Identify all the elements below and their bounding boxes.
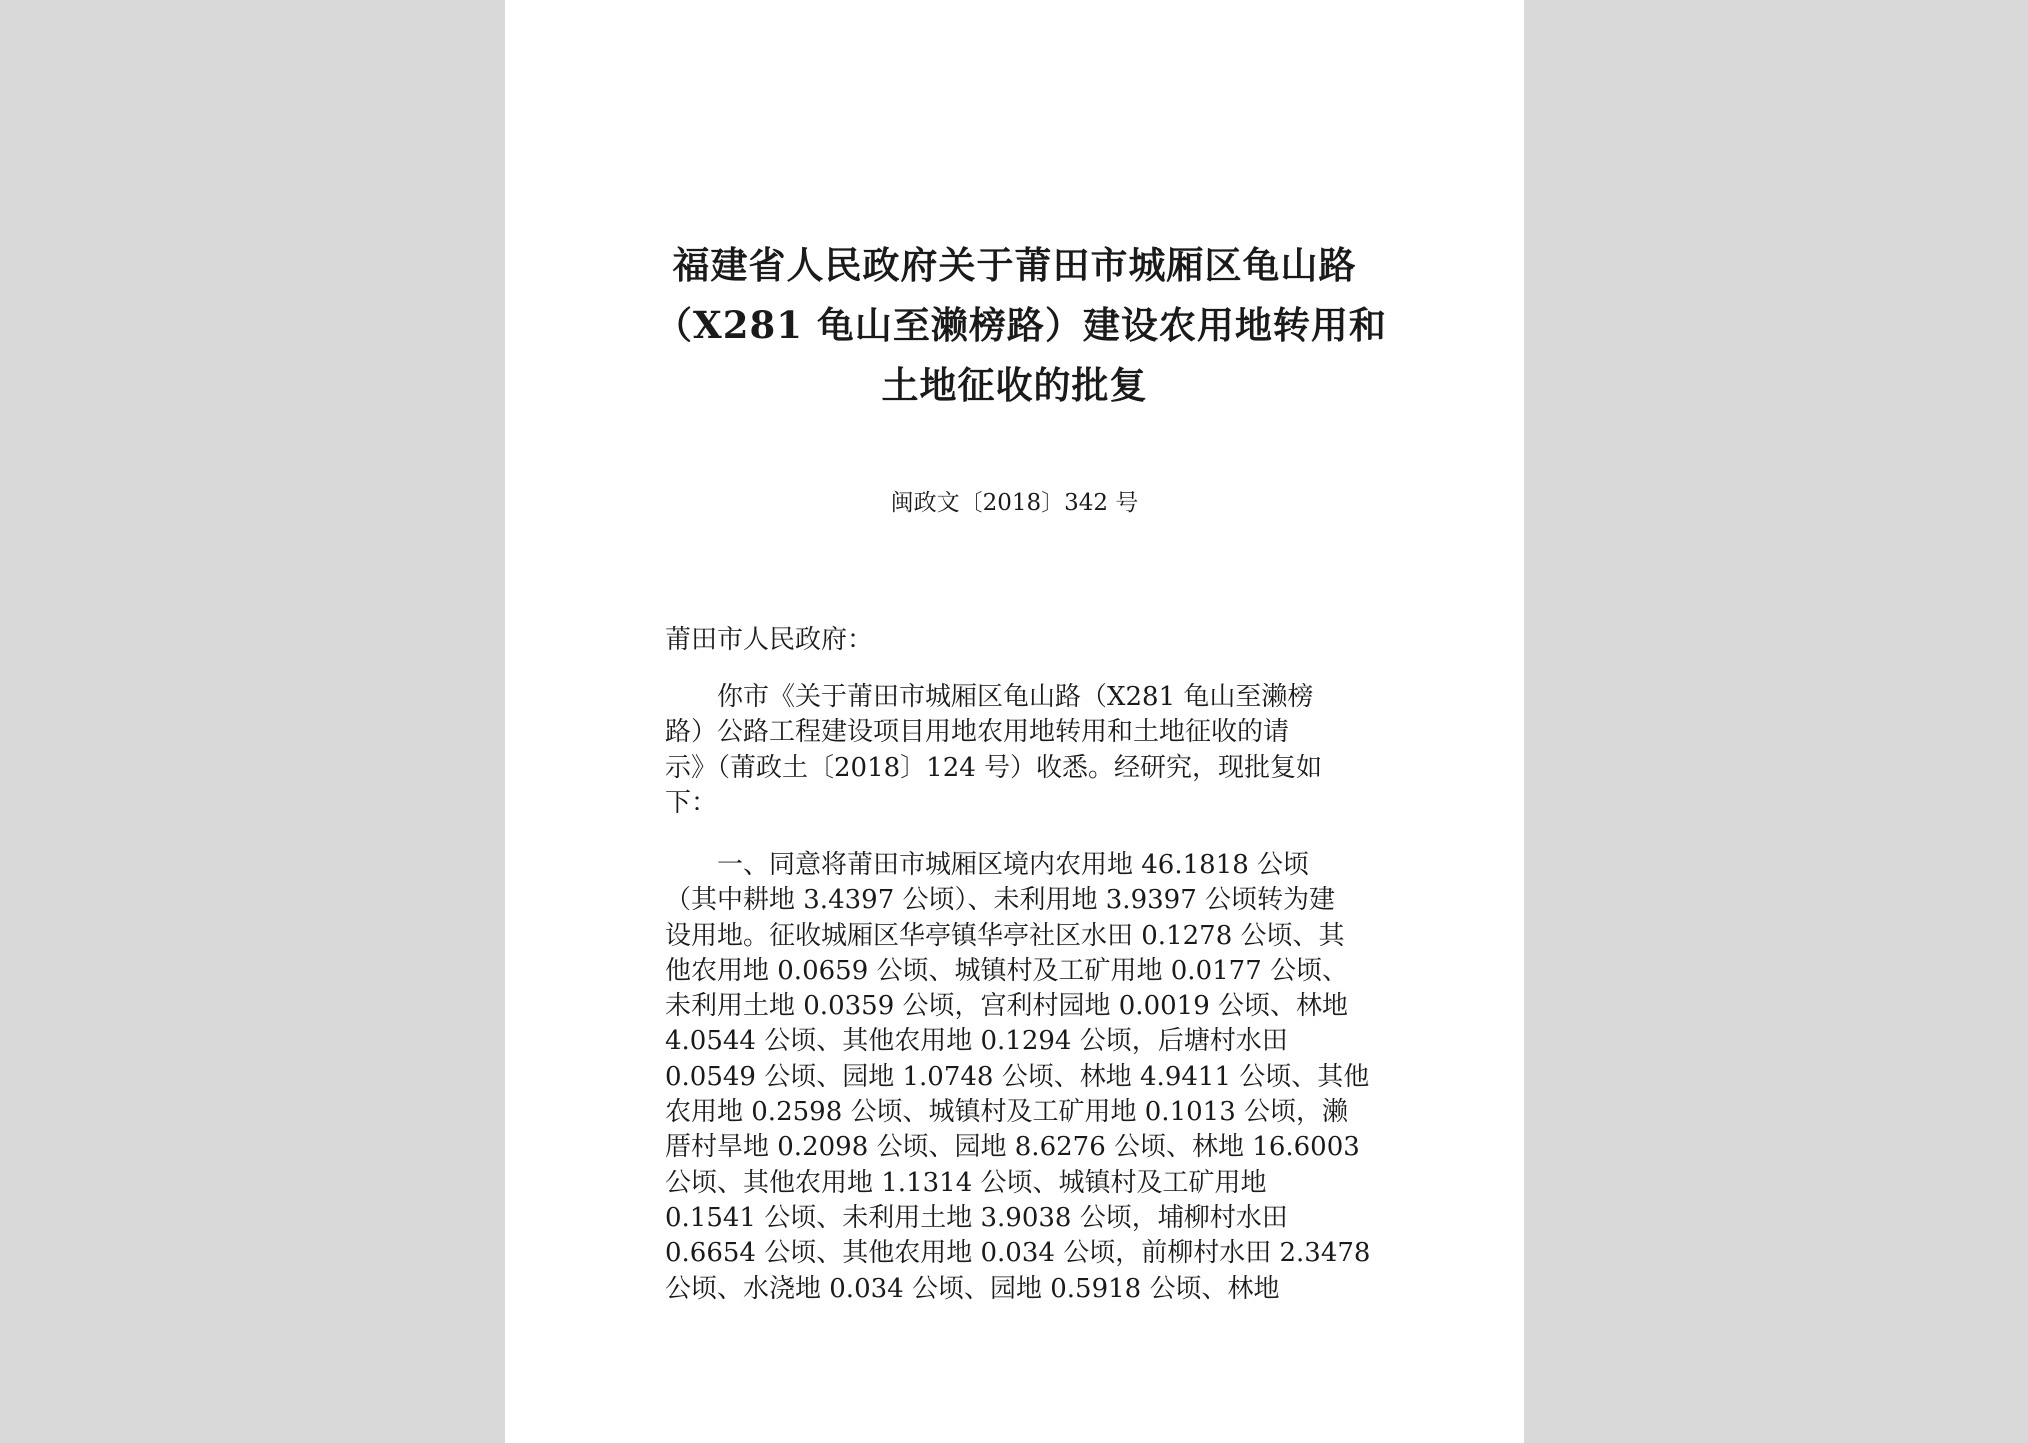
text-line: 他农用地 0.0659 公顷、城镇村及工矿用地 0.0177 公顷、: [665, 955, 1349, 986]
document-page: [505, 0, 1524, 1443]
text-line: 4.0544 公顷、其他农用地 0.1294 公顷，后塘村水田: [665, 1026, 1288, 1057]
document-title: [655, 235, 1387, 415]
text-line: 一、同意将莆田市城厢区境内农用地 46.1818 公顷: [665, 850, 1310, 880]
text-line: 设用地。征收城厢区华亭镇华亭社区水田 0.1278 公顷、其: [665, 920, 1345, 951]
text-line: 厝村旱地 0.2098 公顷、园地 8.6276 公顷、林地 16.6003: [665, 1132, 1360, 1163]
paragraph-request: [665, 680, 1385, 821]
text-line: 公顷、其他农用地 1.1314 公顷、城镇村及工矿用地: [665, 1167, 1267, 1198]
title-line: 土地征收的批复: [881, 363, 1148, 407]
text-line: 公顷、水浇地 0.034 公顷、园地 0.5918 公顷、林地: [665, 1273, 1280, 1304]
text-line: 0.1541 公顷、未利用土地 3.9038 公顷，埔柳村水田: [665, 1202, 1288, 1233]
text-line: 下：: [665, 787, 718, 818]
salutation: 莆田市人民政府：: [665, 625, 874, 655]
text-line: 示》（莆政土〔2018〕124 号）收悉。经研究，现批复如: [665, 752, 1323, 783]
text-line: （其中耕地 3.4397 公顷）、未利用地 3.9397 公顷转为建: [665, 885, 1336, 916]
paragraph-approval: [665, 848, 1385, 1307]
text-line: 0.0549 公顷、园地 1.0748 公顷、林地 4.9411 公顷、其他: [665, 1061, 1370, 1092]
document-number: 闽政文〔2018〕342 号: [890, 490, 1139, 516]
title-line: （X281 龟山至濑榜路）建设农用地转用和: [655, 303, 1387, 347]
text-line: 你市《关于莆田市城厢区龟山路（X281 龟山至濑榜: [665, 682, 1314, 712]
text-line: 未利用土地 0.0359 公顷，宫利村园地 0.0019 公顷、林地: [665, 991, 1349, 1022]
title-line: 福建省人民政府关于莆田市城厢区龟山路: [672, 243, 1357, 287]
text-line: 农用地 0.2598 公顷、城镇村及工矿用地 0.1013 公顷，濑: [665, 1097, 1349, 1128]
text-line: 路）公路工程建设项目用地农用地转用和土地征收的请: [665, 717, 1290, 748]
text-line: 0.6654 公顷、其他农用地 0.034 公顷，前柳村水田 2.3478: [665, 1238, 1371, 1269]
